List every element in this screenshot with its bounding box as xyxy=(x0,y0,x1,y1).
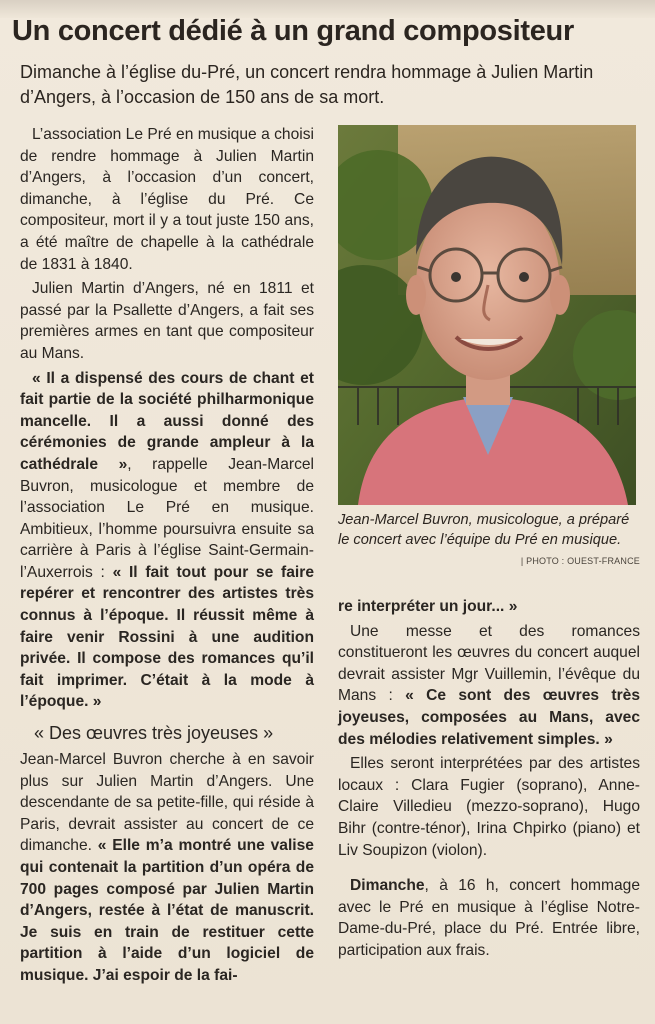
photo-credit: | PHOTO : OUEST-FRANCE xyxy=(520,556,640,566)
portrait-illustration xyxy=(338,125,636,505)
paragraph-8 xyxy=(338,875,640,961)
quote-1: « Il a dispensé des cours de chant et fait partie de la société philharmonique mancelle. Il a aussi donné des cérémonies de grande ampleur à la cathédrale » xyxy=(20,369,314,473)
right-column xyxy=(338,596,640,965)
quote-4: « Ce sont des œuvres très joyeuses, composées au Mans, avec des mélodies relativement simples. » xyxy=(338,687,640,748)
quote-3: « Elle m’a montré une valise qui contenait la partition d’un opéra de 700 pages composé par Julien Martin d’Angers, restée à l’état de manuscrit. Je suis en train de restituer cette partition à l’aide d’un logiciel de musique. J’ai espoir de la fai- xyxy=(20,837,314,984)
event-details: , à 16 h, concert hommage avec le Pré en musique à l’église Notre-Dame-du-Pré, place du Pré. Entrée libre, participation aux frais. xyxy=(338,877,640,959)
intertitle: « Des œuvres très joyeuses » xyxy=(34,723,274,744)
paragraph-3-text: , rappelle Jean-Marcel Buvron, musicologue et membre de l’association Le Pré en musique. Ambitieux, l’homme poursuivra ensuite sa carrière à Paris à l’église Saint-Germain-l’Auxerrois : xyxy=(20,455,314,581)
event-day: Dimanche xyxy=(350,877,425,895)
quote-3-end: re interpréter un jour... » xyxy=(338,598,518,615)
paragraph-7: Elles seront interprétées par des artistes locaux : Clara Fugier (soprano), Anne-Claire Villedieu (mezzo-soprano), Hugo Bihr (contre-ténor), Irina Chpirko (piano) et Liv Soupizon (violon). xyxy=(338,755,640,859)
paragraph-1: L’association Le Pré en musique a choisi de rendre hommage à Julien Martin d’Angers, à l’occasion d’un concert, dimanche, à l’église du Pré. Ce compositeur, mort il y a tout juste 150 ans, a été maître de chapelle à la cathédrale de 1831 à 1840. xyxy=(20,126,314,273)
paragraph-3 xyxy=(20,368,314,714)
quote-2: « Il fait tout pour se faire repérer et rencontrer des artistes très connus à l’époque. Il réussit même à faire venir Rossini à une audition privée. Il compose des romances qu’il fait imprimer. C’était à la mode à l’époque. » xyxy=(20,563,314,711)
left-column xyxy=(20,124,314,990)
standfirst: Dimanche à l’église du-Pré, un concert rendra hommage à Julien Martin d’Angers, à l’occasion de 150 ans de sa mort. xyxy=(20,62,594,107)
paragraph-4-text: Jean-Marcel Buvron cherche à en savoir plus sur Julien Martin d’Angers. Une descendante de sa petite-fille, qui réside à Paris, devrait assister au concert de ce dimanche. xyxy=(20,751,314,855)
paragraph-2: Julien Martin d’Angers, né en 1811 et passé par la Psallette d’Angers, a fait ses premières armes en tant que compositeur au Mans. xyxy=(20,280,314,362)
headline: Un concert dédié à un grand compositeur xyxy=(12,15,574,47)
paragraph-6 xyxy=(338,621,640,751)
portrait-photo xyxy=(338,125,636,505)
paragraph-4 xyxy=(20,749,314,987)
paragraph-5 xyxy=(338,596,640,618)
photo-caption: Jean-Marcel Buvron, musicologue, a préparé le concert avec l’équipe du Pré en musique. xyxy=(338,512,630,548)
paragraph-6-text: Une messe et des romances constitueront les œuvres du concert auquel devrait assister Mgr Vuillemin, l’évêque du Mans : xyxy=(338,622,640,705)
